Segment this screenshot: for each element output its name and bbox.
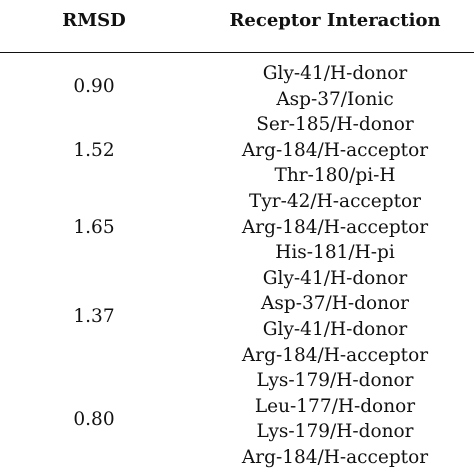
table-cell-rmsd: 1.65 [73, 216, 115, 238]
table-cell-interaction: Arg-184/H-acceptor [241, 344, 429, 366]
table-cell-interaction: Lys-179/H-donor [256, 370, 414, 392]
table-cell-interaction: Leu-177/H-donor [254, 395, 416, 417]
table-cell-interaction: His-181/H-pi [275, 242, 395, 264]
table-cell-interaction: Gly-41/H-donor [262, 319, 408, 340]
table-cell-interaction: Arg-184/H-acceptor [241, 216, 429, 238]
table-cell-interaction: Asp-37/H-donor [261, 293, 409, 315]
table-cell-interaction: Gly-41/H-donor [262, 63, 408, 84]
table-cell-interaction: Arg-184/H-acceptor [241, 447, 429, 468]
table-cell-interaction: Ser-185/H-donor [256, 114, 414, 136]
table-cell-interaction: Gly-41/H-donor [262, 267, 408, 289]
table-cell-interaction: Tyr-42/H-acceptor [248, 191, 422, 212]
table-cell-interaction: Arg-184/H-acceptor [241, 139, 429, 161]
table-cell-rmsd: 0.90 [73, 75, 115, 97]
table-cell-rmsd: 1.37 [73, 306, 115, 328]
table-cell-interaction: Asp-37/Ionic [276, 88, 394, 110]
column-header-interaction-label: Receptor Interaction [229, 10, 441, 31]
table-cell-interaction: Lys-179/H-donor [256, 421, 414, 443]
table-cell-rmsd: 0.80 [73, 408, 115, 430]
table-header [0, 0, 474, 53]
column-header-rmsd-label: RMSD [62, 10, 126, 31]
table-cell-rmsd: 1.52 [73, 139, 115, 161]
table-cell-interaction: Thr-180/pi-H [274, 165, 396, 187]
